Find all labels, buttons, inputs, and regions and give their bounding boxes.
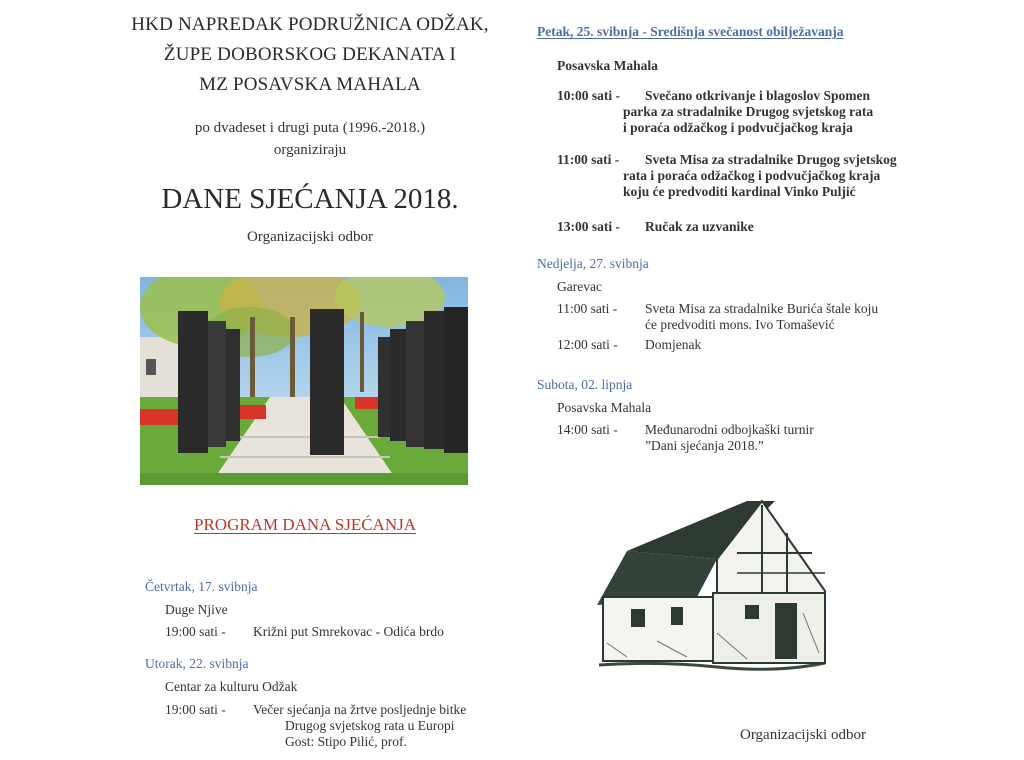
memorial-park-photo	[140, 277, 468, 485]
header-line-2: ŽUPE DOBORSKOG DEKANATA I	[163, 44, 457, 65]
event-desc: parka za stradalnike Drugog svjetskog rata	[623, 104, 874, 119]
header-line-3: MZ POSAVSKA MAHALA	[199, 74, 421, 95]
event-desc: i poraća odžačkog i podvučjačkog kraja	[623, 120, 853, 135]
event-place: Posavska Mahala	[557, 400, 652, 415]
event-desc: Domjenak	[645, 337, 702, 352]
event-desc: Gost: Stipo Pilić, prof.	[285, 734, 407, 749]
header-line-1: HKD NAPREDAK PODRUŽNICA ODŽAK,	[131, 14, 489, 35]
subtitle-organize: organiziraju	[273, 142, 347, 158]
event-place: Posavska Mahala	[557, 58, 658, 73]
event-desc: Svečano otkrivanje i blagoslov Spomen	[645, 88, 871, 103]
event-time: 10:00 sati -	[557, 88, 620, 103]
event-entry	[557, 337, 987, 355]
house-graphic	[597, 493, 827, 675]
event-desc: koju će predvoditi kardinal Vinko Puljić	[623, 184, 856, 199]
event-desc: Sveta Misa za stradalnike Burića štale koju	[645, 301, 879, 316]
event-time: 14:00 sati -	[557, 422, 618, 437]
event-place: Garevac	[557, 279, 602, 294]
event-entry	[557, 219, 987, 237]
event-entry	[557, 301, 987, 335]
footer-committee: Organizacijski odbor	[740, 727, 866, 743]
event-place: Centar za kulturu Odžak	[165, 679, 298, 694]
event-entry	[165, 702, 505, 754]
day-heading: Utorak, 22. svibnja	[145, 656, 249, 671]
event-desc: Sveta Misa za stradalnike Drugog svjetskog	[645, 152, 897, 167]
event-desc: će predvoditi mons. Ivo Tomašević	[645, 317, 835, 332]
event-desc: Večer sjećanja na žrtve posljednje bitke	[253, 702, 467, 717]
event-time: 19:00 sati -	[165, 624, 226, 639]
event-time: 13:00 sati -	[557, 219, 620, 234]
event-place: Duge Njive	[165, 602, 228, 617]
event-desc: rata i poraća odžačkog i podvučjačkog kraja	[623, 168, 881, 183]
event-desc: Križni put Smrekovac - Odića brdo	[253, 624, 444, 639]
event-desc: Drugog svjetskog rata u Europi	[285, 718, 455, 733]
program-title: PROGRAM DANA SJEĆANJA	[194, 515, 416, 534]
day-heading: Subota, 02. lipnja	[537, 377, 633, 392]
event-entry	[165, 624, 495, 642]
day-heading: Nedjelja, 27. svibnja	[537, 256, 649, 271]
committee-label: Organizacijski odbor	[247, 229, 373, 245]
day-heading: Četvrtak, 17. svibnja	[145, 579, 258, 594]
subtitle-years: po dvadeset i drugi puta (1996.-2018.)	[194, 120, 426, 136]
event-entry	[557, 88, 987, 138]
event-title: DANE SJEĆANJA 2018.	[161, 183, 459, 215]
day-heading: Petak, 25. svibnja - Središnja svečanost obilježavanja	[537, 24, 844, 39]
memorial-photo-graphic	[140, 277, 468, 485]
event-time: 19:00 sati -	[165, 702, 226, 717]
event-entry	[557, 152, 987, 202]
event-desc: ”Dani sjećanja 2018.”	[645, 438, 764, 453]
event-desc: Međunarodni odbojkaški turnir	[645, 422, 814, 437]
old-house-drawing	[597, 493, 827, 675]
event-entry	[557, 422, 987, 456]
event-time: 12:00 sati -	[557, 337, 618, 352]
event-time: 11:00 sati -	[557, 152, 620, 167]
event-desc: Ručak za uzvanike	[645, 219, 754, 234]
event-time: 11:00 sati -	[557, 301, 618, 316]
